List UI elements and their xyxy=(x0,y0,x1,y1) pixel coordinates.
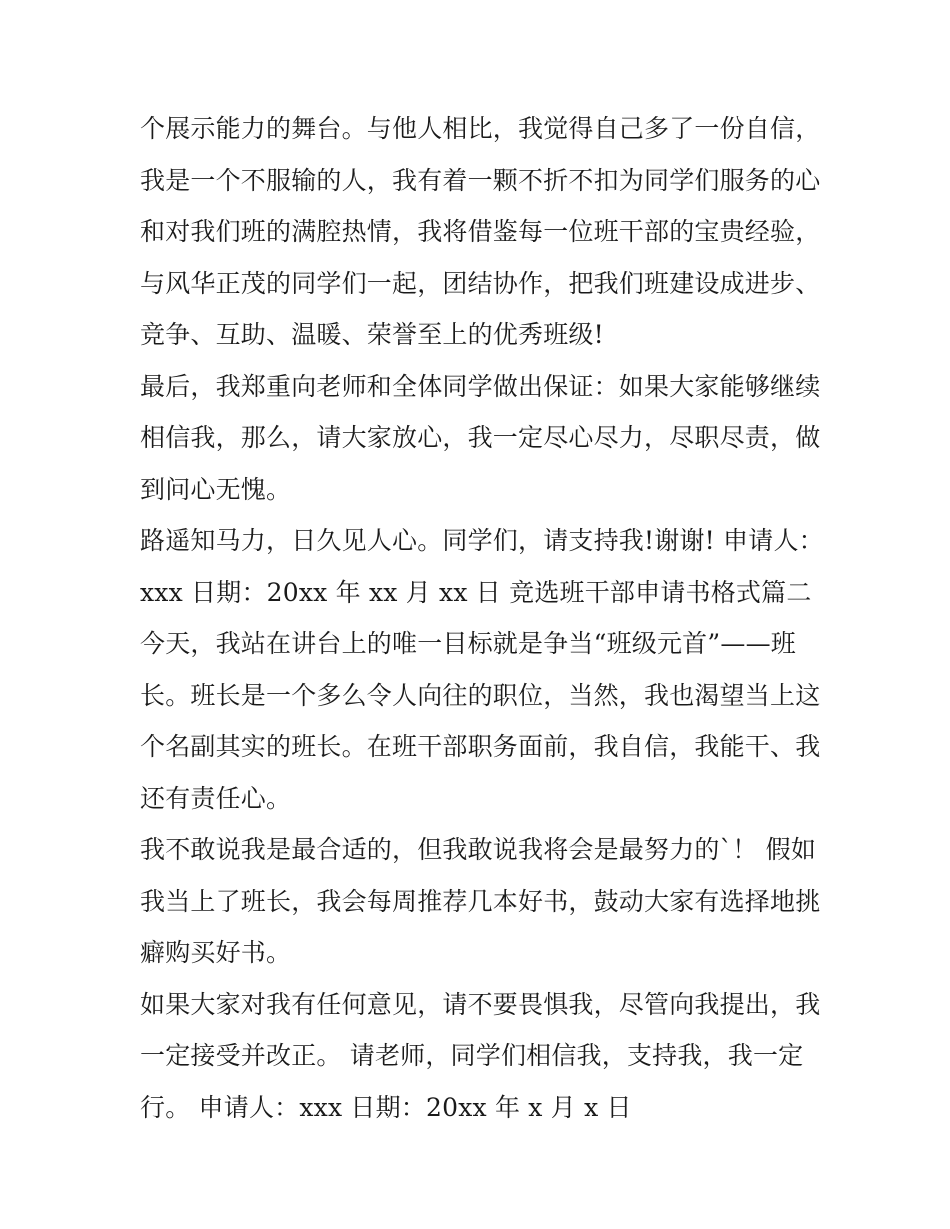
text-line: 一定接受并改正。 请老师，同学们相信我，支持我，我一定 xyxy=(140,1041,804,1070)
text-line: 我当上了班长，我会每周推荐几本好书，鼓动大家有选择地挑 xyxy=(140,886,821,916)
text-line: 今天，我站在讲台上的唯一目标就是争当“班级元首”——班 xyxy=(140,629,796,658)
text-line: 到问心无愧。 xyxy=(140,474,292,504)
text-line: 和对我们班的满腔热情，我将借鉴每一位班干部的宝贵经验， xyxy=(140,217,821,246)
text-line: 我不敢说我是最合适的，但我敢说我将会是最努力的`！ 假如 xyxy=(140,835,817,864)
document-body xyxy=(140,103,830,1133)
text-line: 如果大家对我有任何意见，请不要畏惧我，尽管向我提出，我 xyxy=(140,989,821,1019)
text-line: 相信我，那么，请大家放心，我一定尽心尽力，尽职尽责，做 xyxy=(140,423,821,452)
text-line: 个名副其实的班长。在班干部职务面前，我自信，我能干、我 xyxy=(140,732,821,761)
text-line: 癖购买好书。 xyxy=(140,938,292,967)
text-line: 竞争、互助、温暖、荣誉至上的优秀班级! xyxy=(140,320,604,349)
text-line: 个展示能力的舞台。与他人相比，我觉得自己多了一份自信， xyxy=(140,114,821,143)
text-line: xxx 日期：20xx 年 xx 月 xx 日 竞选班干部申请书格式篇二 xyxy=(140,577,812,607)
text-line: 我是一个不服输的人，我有着一颗不折不扣为同学们服务的心 xyxy=(140,165,821,195)
text-line: 长。班长是一个多么令人向往的职位，当然，我也渴望当上这 xyxy=(140,680,821,710)
text-line: 与风华正茂的同学们一起，团结协作，把我们班建设成进步、 xyxy=(140,268,821,298)
text-line: 还有责任心。 xyxy=(140,783,292,813)
text-line: 路遥知马力，日久见人心。同学们，请支持我!谢谢! 申请人： xyxy=(140,526,824,555)
text-line: 最后，我郑重向老师和全体同学做出保证：如果大家能够继续 xyxy=(140,371,821,401)
text-line: 行。 申请人：xxx 日期：20xx 年 x 月 x 日 xyxy=(140,1092,632,1122)
